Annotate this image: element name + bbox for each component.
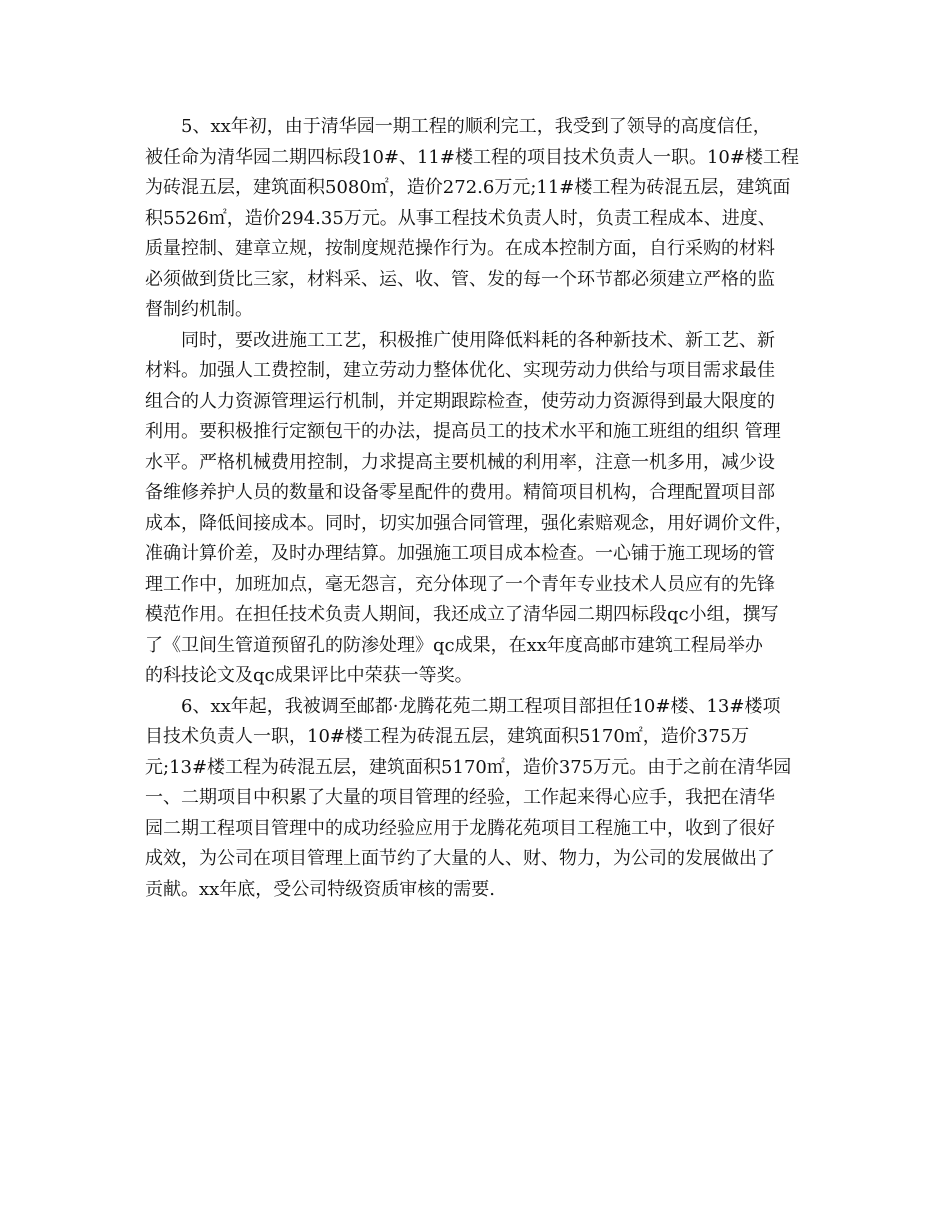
text-line: 备维修养护人员的数量和设备零星配件的费用。精简项目机构，合理配置项目部 (145, 482, 775, 503)
text-line: 园二期工程项目管理中的成功经验应用于龙腾花苑项目工程施工中，收到了很好 (145, 817, 775, 839)
text-line: 积5526㎡，造价294.35万元。从事工程技术负责人时，负责工程成本、进度、 (145, 207, 776, 229)
text-line: 成本，降低间接成本。同时，切实加强合同管理，强化索赔观念，用好调价文件， (145, 512, 793, 534)
text-line: 材料。加强人工费控制，建立劳动力整体优化、实现劳动力供给与项目需求最佳 (145, 360, 775, 381)
text-line: 目技术负责人一职，10#楼工程为砖混五层，建筑面积5170㎡，造价375万 (145, 726, 750, 747)
text-line: 了《卫间生管道预留孔的防渗处理》qc成果，在xx年度高邮市建筑工程局举办 (145, 634, 763, 656)
text-line: 成效，为公司在项目管理上面节约了大量的人、财、物力，为公司的发展做出了 (145, 848, 775, 869)
paragraph-cost-control (145, 326, 810, 692)
document-body (145, 112, 810, 905)
text-line: 水平。严格机械费用控制，力求提高主要机械的利用率，注意一机多用，减少设 (145, 451, 775, 473)
text-line: 模范作用。在担任技术负责人期间，我还成立了清华园二期四标段qc小组，撰写 (145, 604, 779, 625)
text-line: 一、二期项目中积累了大量的项目管理的经验，工作起来得心应手，我把在清华 (145, 787, 775, 808)
text-line: 的科技论文及qc成果评比中荣获一等奖。 (145, 665, 473, 686)
text-line: 6、xx年起，我被调至邮都·龙腾花苑二期工程项目部担任10#楼、13#楼项 (181, 695, 781, 717)
text-line: 必须做到货比三家，材料采、运、收、管、发的每一个环节都必须建立严格的监 (145, 268, 775, 290)
text-line: 准确计算价差，及时办理结算。加强施工项目成本检查。一心铺于施工现场的管 (145, 543, 775, 564)
text-line: 理工作中，加班加点，毫无怨言，充分体现了一个青年专业技术人员应有的先锋 (145, 573, 775, 595)
text-line: 组合的人力资源管理运行机制，并定期跟踪检查，使劳动力资源得到最大限度的 (145, 390, 775, 412)
text-line: 被任命为清华园二期四标段10#、11#楼工程的项目技术负责人一职。10#楼工程 (145, 146, 799, 168)
text-line: 元;13#楼工程为砖混五层，建筑面积5170㎡，造价375万元。由于之前在清华园 (145, 756, 792, 778)
text-line: 为砖混五层，建筑面积5080㎡，造价272.6万元;11#楼工程为砖混五层，建筑面 (145, 177, 791, 198)
text-line: 同时，要改进施工工艺，积极推广使用降低料耗的各种新技术、新工艺、新 (181, 329, 775, 351)
text-line: 利用。要积极推行定额包干的办法，提高员工的技术水平和施工班组的组织 管理 (145, 421, 781, 442)
text-line: 5、xx年初，由于清华园一期工程的顺利完工，我受到了领导的高度信任， (181, 116, 771, 137)
text-line: 贡献。xx年底，受公司特级资质审核的需要. (145, 878, 496, 900)
paragraph-item-6 (145, 692, 810, 906)
text-line: 督制约机制。 (145, 299, 253, 320)
text-line: 质量控制、建章立规，按制度规范操作行为。在成本控制方面，自行采购的材料 (145, 238, 775, 259)
paragraph-item-5 (145, 112, 810, 326)
